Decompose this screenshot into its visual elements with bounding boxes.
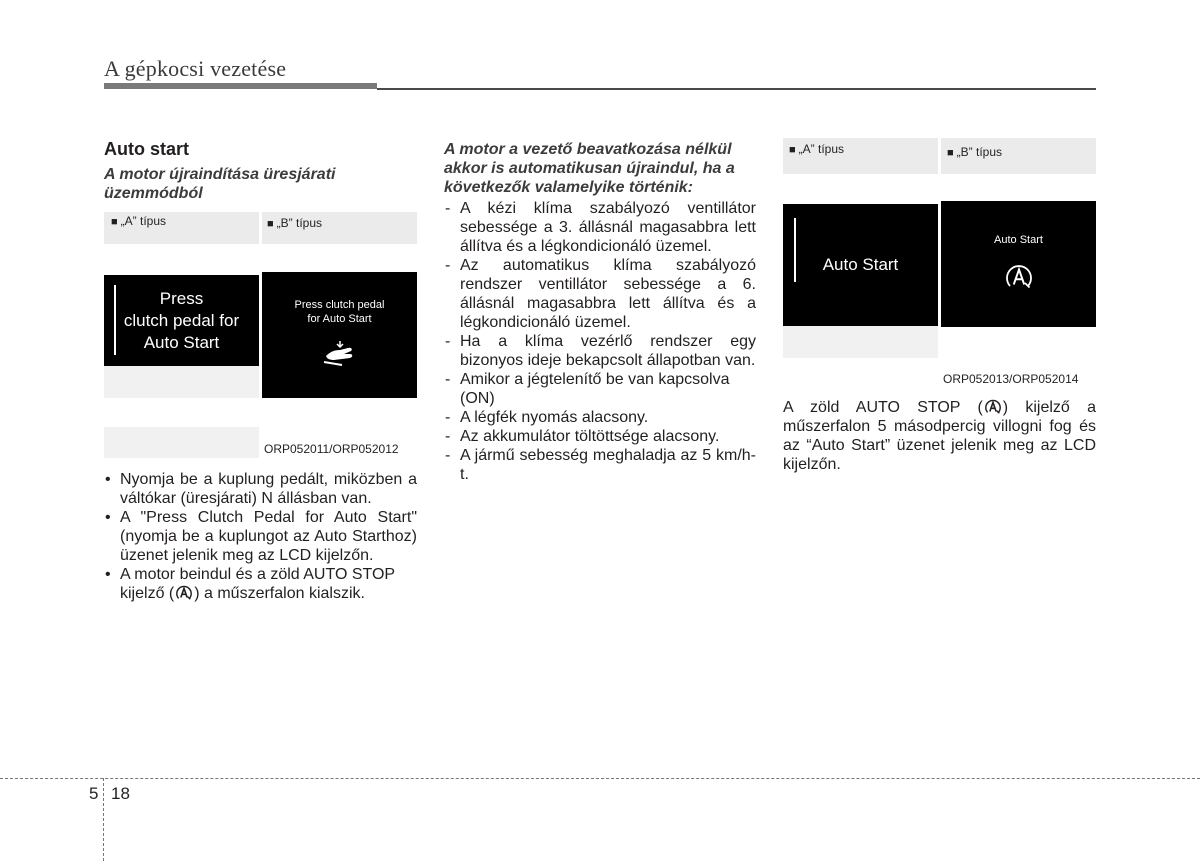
header-rule-thick — [104, 83, 377, 89]
figure-b-label: ■ „B” típus — [267, 216, 323, 230]
condition-item: - Az automatikus klíma szabályozó rendszer ventillátor sebessége a 6. állásnál magasabbra lett állítva és a légkondicionáló üzemel. — [444, 256, 756, 332]
condition-item: - Az akkumulátor töltöttsége alacsony. — [444, 427, 756, 446]
auto-stop-icon — [984, 398, 1002, 416]
lcd-b-line-1: Press clutch pedal — [294, 299, 385, 311]
bullet-item — [104, 565, 417, 603]
lcd-right-a-cursor-bar — [794, 218, 796, 282]
figure-code-left: ORP052011/ORP052012 — [264, 442, 399, 456]
header-rule-thin — [377, 88, 1096, 90]
footer-divider — [103, 778, 104, 861]
figure-a-stripe-3 — [104, 427, 259, 458]
footer-rule — [0, 778, 1200, 779]
section-subheading: A motor újraindítása üresjárati üzemmódból — [104, 166, 336, 202]
condition-item: - A légfék nyomás alacsony. — [444, 408, 756, 427]
lcd-b-line-2: for Auto Start — [307, 313, 372, 325]
figure-right-b-label: ■ „B” típus — [947, 145, 1003, 159]
lcd-right-b-screen — [941, 201, 1096, 327]
left-bullet-list — [104, 470, 417, 603]
figure-a-label: ■ „A” típus — [111, 214, 167, 228]
figure-lcd-auto-start — [783, 138, 1096, 388]
right-paragraph — [783, 398, 1096, 474]
figure-lcd-press-clutch — [104, 212, 417, 458]
figure-right-a-label: ■ „A” típus — [789, 142, 845, 156]
bullet-item: • A "Press Clutch Pedal for Auto Start" (nyomja be a kuplungot az Auto Starthoz) üzenet jelenik meg az LCD kijelzőn. — [104, 508, 417, 565]
middle-intro: A motor a vezető beavatkozása nélkül akkor is automatikusan újraindul, ha a következők valamelyike történik: — [444, 141, 735, 196]
lcd-b-screen — [262, 272, 417, 398]
lcd-a-screen — [104, 275, 259, 366]
lcd-a-line-2: clutch pedal for — [123, 310, 240, 330]
auto-stop-icon — [1004, 262, 1034, 292]
lcd-right-a-text: Auto Start — [822, 255, 899, 274]
figure-right-a-stripe-2 — [783, 326, 938, 358]
right-para-before: A zöld AUTO STOP ( — [783, 399, 983, 416]
condition-item: - A jármű sebesség meghaladja az 5 km/h-t. — [444, 446, 756, 484]
page-header-title: A gépkocsi vezetése — [104, 56, 287, 81]
condition-item: - Ha a klíma vezérlő rendszer egy bizonyos ideje bekapcsolt állapotban van. — [444, 332, 756, 370]
bullet-text-after: ) a műszerfalon kialszik. — [194, 585, 365, 602]
bullet-text-before: A motor beindul és a zöld AUTO STOP kijelző ( — [120, 566, 395, 602]
figure-b-gap — [262, 398, 417, 427]
condition-item: - A kézi klíma szabályozó ventillátor sebessége a 3. állásnál magasabbra lett állítva és a légkondicionáló üzemel. — [444, 199, 756, 256]
condition-item: - Amikor a jégtelenítő be van kapcsolva (ON) — [444, 370, 756, 408]
lcd-a-line-1: Press — [159, 288, 204, 308]
middle-dash-list — [444, 199, 756, 484]
figure-code-right: ORP052013/ORP052014 — [943, 372, 1079, 386]
section-heading: Auto start — [104, 139, 189, 159]
lcd-right-b-text: Auto Start — [994, 234, 1043, 246]
auto-stop-icon — [175, 584, 193, 602]
lcd-right-a-screen — [783, 204, 938, 326]
lcd-a-cursor-bar — [114, 285, 116, 355]
bullet-item: • Nyomja be a kuplung pedált, miközben a váltókar (üresjárati) N állásban van. — [104, 470, 417, 508]
chapter-number: 5 — [89, 784, 99, 803]
right-para-after: ) kijelző a műszerfalon 5 másodpercig villogni fog és az “Auto Start” üzenet jelenik meg az LCD kijelzőn. — [783, 399, 1096, 473]
page-number: 18 — [111, 784, 130, 803]
lcd-a-line-3: Auto Start — [143, 332, 220, 352]
figure-a-stripe-2 — [104, 366, 259, 398]
foot-on-pedal-icon — [320, 338, 360, 368]
